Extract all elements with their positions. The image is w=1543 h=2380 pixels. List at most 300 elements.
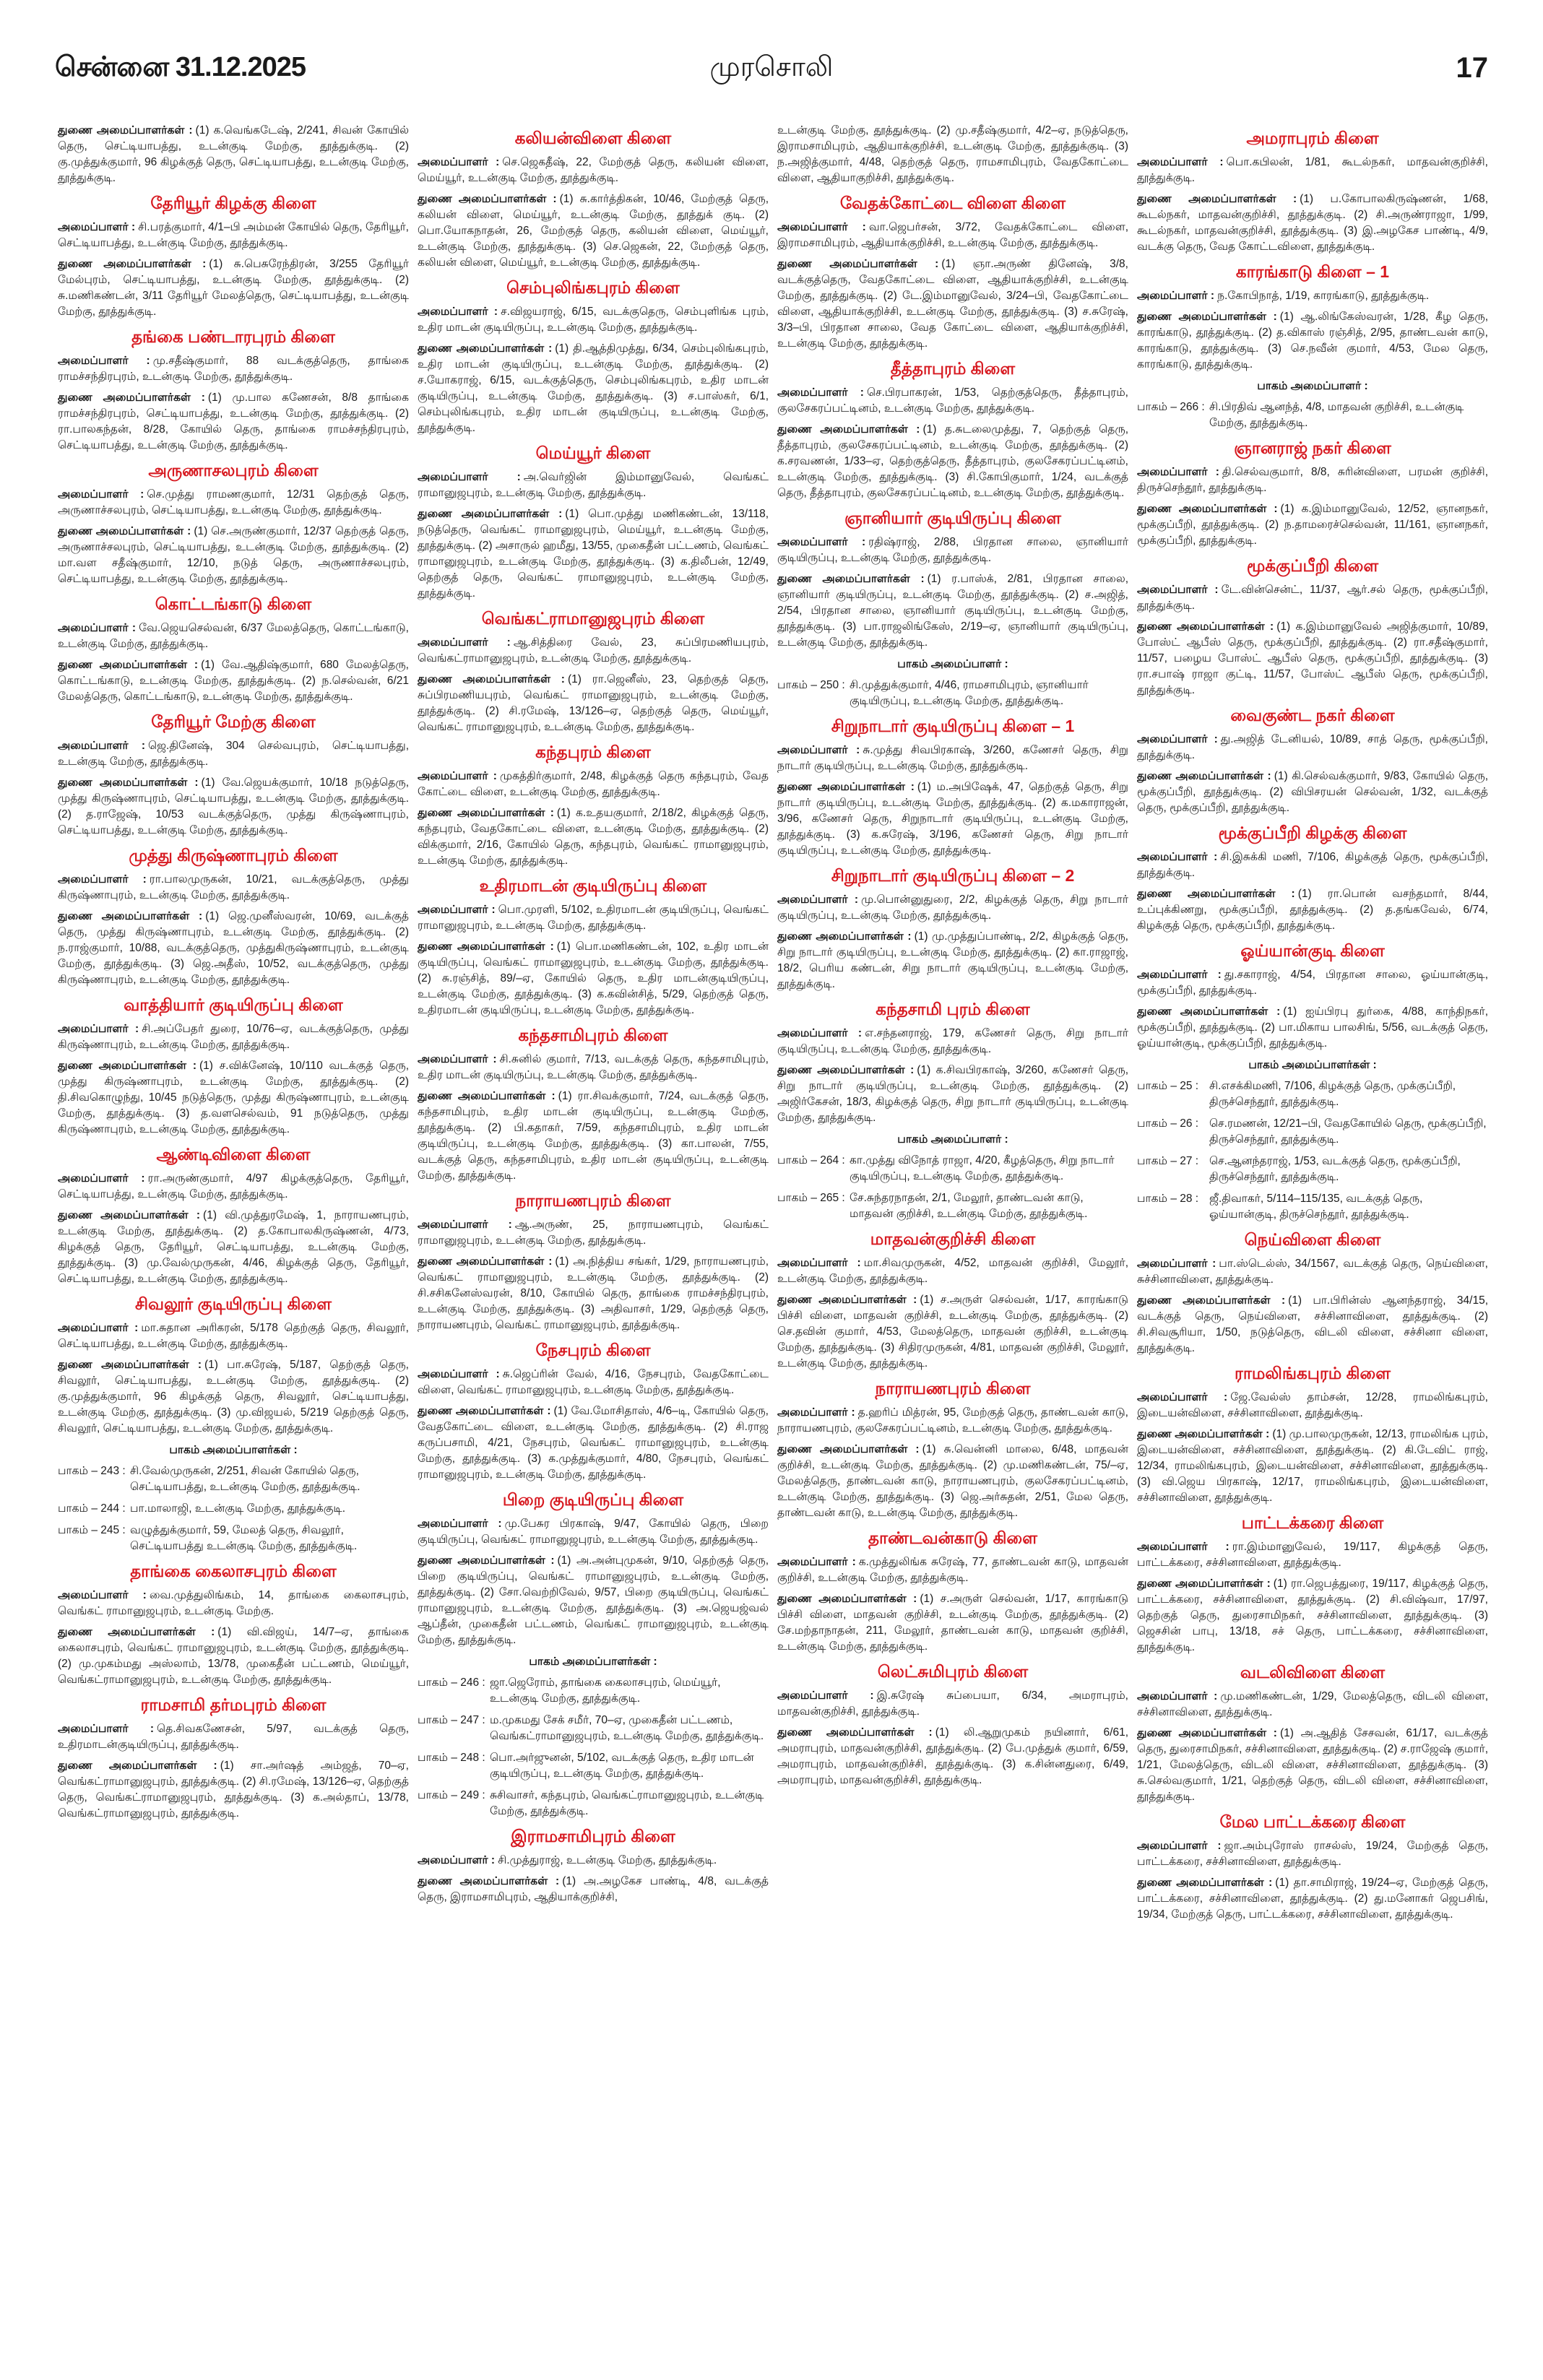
organizer-entry [418,1367,769,1398]
role-label: துணை அமைப்பாளர்கள் : [777,1064,915,1076]
branch-title: மாதவன்குறிச்சி கிளை [870,1229,1036,1248]
entry-text: (1) ச.அருள் செல்வன், 1/17, காரங்காடு பிச்சி விளை, மாதவன் குறிச்சி, உடன்குடி மேற்கு, தூத்துக்குடி. (2) செ.தவின் குமார், 4/53, மேலத்தெரு, மாதவன் குறிச்சி, உடன்குடி மேற்கு, தூத்துக்குடி. (3) சிதிரமுருகன், 4/81, மாதவன் குறிச்சி, மேலூர், உடன்குடி மேற்கு, தூத்துக்குடி. [777,1294,1128,1369]
continued-text [777,123,1128,186]
role-label: துணை அமைப்பாளர்கள் : [1137,1294,1286,1307]
branch-section [418,1827,769,1905]
role-label: அமைப்பாளர் : [1137,290,1215,302]
ward-organizer-text: ம.முகமது சேக் சமீர், 70–ஏ, முகைதீன் பட்டணம், வெங்கட்ராமானுஜபுரம், உடன்குடி மேற்கு, தூத்துக்குடி. [490,1714,764,1742]
ward-organizers-heading: பாகம் அமைப்பாளர் : [1257,380,1368,392]
branch-section [1137,706,1488,816]
branch-section [1137,556,1488,698]
branch-title: மூக்குப்பீறி கிழக்கு கிளை [1218,823,1407,842]
deputy-organizers-entry [58,1058,409,1138]
branch-section [58,995,409,1138]
branch-title: நெய்விளை கிளை [1244,1230,1381,1249]
branch-title: அருணாசலபுரம் கிளை [148,461,319,480]
organizer-entry [58,1021,409,1053]
branch-section [1137,1230,1488,1356]
branch-section [418,876,769,1018]
deputy-organizers-entry [777,571,1128,651]
role-label: துணை அமைப்பாளர்கள் : [777,573,925,585]
entry-text: (1) ர.பாஸ்க், 2/81, பிரதான சாலை, ஞானியார் குடியிருப்பு, உடன்குடி மேற்கு, தூத்துக்குடி. (2) ச.அஜித், 2/54, பிரதான சாலை, ஞானியார் குடியிருப்பு, உடன்குடி மேற்கு, தூத்துக்குடி. (3) பா.ராஜலிங்கேஸ், 2/19–ஏ, ஞானியார் குடியிருப்பு, உடன்குடி மேற்கு, தூத்துக்குடி. [777,573,1128,649]
entry-text: (1) வி.விஜய், 14/7–ஏ, தாங்கை கைலாசபுரம், வெங்கட் ராமானுஜபுரம், உடன்குடி மேற்கு, தூத்துக்குடி. (2) மு.முகம்மது அஸ்லாம், 13/78, முகைதீன் பட்டணம், மெய்யூர், வெங்கட்ராமானுஜபுரம், உடன்குடி மேற்கு, தூத்துக்குடி. [58,1626,409,1686]
branch-section [58,846,409,988]
role-label: அமைப்பாளர் : [1137,1391,1228,1403]
organizer-entry [1137,1689,1488,1721]
ward-number: பாகம் – 246 : [418,1676,485,1689]
deputy-organizers-entry [1137,1576,1488,1656]
branch-section [418,129,769,271]
entry-text: ஜெ.தினேஷ், 304 செல்வபுரம், செட்டியாபத்து, உடன்குடி மேற்கு, தூத்துக்குடி. [58,740,409,768]
organizer-entry [58,1320,409,1352]
entry-text: ச.விஜயராஜ், 6/15, வடக்குதெரு, செம்புளிங்க புரம், உதிர மாடன் குடியிருப்பு, உடன்குடி மேற்கு, தூத்துக்குடி. [418,306,769,334]
entry-text: வா.ஜெபர்சன், 3/72, வேதக்கோட்டை விளை, இராமசாமிபுரம், ஆதியாக்குறிச்சி, உடன்குடி மேற்கு, தூத்துக்குடி. [777,221,1128,249]
ward-organizer-row [418,1750,769,1782]
deputy-organizers-entry [777,1442,1128,1521]
deputy-organizers-entry [777,422,1128,501]
branch-section [1137,823,1488,934]
branch-title: மூக்குப்பீறி கிளை [1246,556,1379,575]
organizer-entry [777,1255,1128,1287]
branch-section [58,1562,409,1688]
deputy-organizers-entry [58,256,409,320]
organizer-entry [777,535,1128,566]
organizer-entry [1137,732,1488,763]
branch-section [58,123,409,186]
branch-section [777,866,1128,992]
entry-text: (1) சு.கார்த்திகன், 10/46, மேற்குத் தெரு, கலியன் விளை, மெய்யூர், உடன்குடி மேற்கு, தூத்துக் குடி. (2) பொ.யோகநாதன், 26, மேற்குத் தெரு, கலியன் விளை, மெய்யூர், உடன்குடி மேற்கு, தூத்துக்குடி. (3) செ.ஜெகன், 22, மேற்குத் தெரு, கலியன் விளை, மெய்யூர், உடன்குடி மேற்கு, தூத்துக்குடி. [418,193,769,269]
role-label: துணை அமைப்பாளர்கள் : [58,776,199,789]
deputy-organizers-entry [418,191,769,271]
ward-organizer-text: கா.முத்து விநோத் ராஜா, 4/20, கீழத்தெரு, சிறு நாடார் குடியிருப்பு, உடன்குடி மேற்கு, தூத்துக்குடி. [850,1154,1115,1182]
role-label: அமைப்பாளர் : [777,1027,863,1039]
role-label: துணை அமைப்பாளர்கள் : [1137,1578,1271,1590]
role-label: அமைப்பாளர் : [1137,584,1219,596]
branch-section [418,1191,769,1333]
role-label: துணை அமைப்பாளர்கள் : [58,910,203,922]
branch-title: நேசபுரம் கிளை [535,1341,651,1359]
entry-text: ரதிஷ்ராஜ், 2/88, பிரதான சாலை, ஞானியார் குடியிருப்பு, உடன்குடி மேற்கு, தூத்துக்குடி. [777,536,1128,564]
branch-title: இராமசாமிபுரம் கிளை [511,1827,675,1845]
role-label: துணை அமைப்பாளர்கள் : [418,193,557,205]
entry-text: செ.ஜெகதீஷ், 22, மேற்குத் தெரு, கலியன் விளை, மெய்யூர், உடன்குடி மேற்கு, தூத்துக்குடி. [418,156,769,184]
entry-text: சு.ஜெப்ரின் வேல், 4/16, நேசபுரம், வேதகோட்டை விளை, வெங்கட் ராமானுஜபுரம், உடன்குடி மேற்கு, தூத்துக்குடி. [418,1368,769,1396]
entry-text: (1) க.சிவபிரகாஷ், 3/260, கணேசர் தெரு, சிறு நாடார் குடியிருப்பு, உடன்குடி மேற்கு, தூத்துக்குடி. (2) அஜிர்கேசன், 18/3, கிழக்குத் தெரு, சிறு நாடார் குடியிருப்பு, உடன்குடி மேற்கு, தூத்துக்குடி. [777,1064,1128,1124]
role-label: அமைப்பாளர் : [1137,156,1224,168]
ward-organizer-row [418,1713,769,1744]
entry-text: சி.அப்பேதர் துரை, 10/76–ஏ, வடக்குத்தெரு, முத்து கிருஷ்ணாபுரம், உடன்குடி மேற்கு, தூத்துக்குடி. [58,1023,409,1051]
ward-organizer-text: சி.பிரதிவ் ஆனந்த், 4/8, மாதவன் குறிச்சி, உடன்குடி மேற்கு, தூத்துக்குடி. [1209,401,1464,429]
entry-text: ந.கோபிநாத், 1/19, காரங்காடு, தூத்துக்குடி. [1217,290,1430,302]
role-label: அமைப்பாளர் : [58,1023,139,1035]
column-3 [777,123,1128,2347]
deputy-organizers-entry [58,123,409,186]
entry-text: இ.சுரேஷ் சுப்பையா, 6/34, அமராபுரம், மாதவன்குறிச்சி, தூத்துக்குடி. [777,1689,1128,1718]
role-label: அமைப்பாளர் : [777,386,864,399]
role-label: துணை அமைப்பாளர்கள் : [58,1760,217,1772]
entry-text: முகத்திர்குமார், 2/48, கிழக்குத் தெரு கந்தபுரம், வேத கோட்டை விளை, உடன்குடி மேற்கு, தூத்துக்குடி. [418,770,769,798]
role-label: அமைப்பாளர் : [418,306,498,318]
branch-section [58,594,409,705]
article-columns [58,123,1488,2347]
ward-organizer-text: ஜா.ஜெரோம், தாங்கை கைலாசபுரம், மெய்யூர், உடன்குடி மேற்கு, தூத்துக்குடி. [490,1676,721,1705]
role-label: அமைப்பாளர் : [58,488,144,501]
deputy-organizers-entry [418,1553,769,1648]
role-label: அமைப்பாளர் : [58,1589,147,1601]
deputy-organizers-entry [1137,1293,1488,1356]
entry-text: க.முத்துலிங்க சுரேஷ், 77, தாண்டவன் காடு, மாதவன் குறிச்சி, உடன்குடி மேற்கு, தூத்துக்குடி. [777,1556,1128,1584]
deputy-organizers-entry [1137,309,1488,373]
branch-section [1137,1513,1488,1656]
organizer-entry [777,892,1128,924]
role-label: அமைப்பாளர் : [418,471,521,483]
entry-text: (1) ரா.பொன் வசந்தமார், 8/44, உப்புக்கிணறு, மூக்குப்பீறி, தூத்துக்குடி. (2) த.தங்கவேல், 6/74, கிழக்குத் தெரு, மூக்குப்பீறி, தூத்துக்குடி. [1137,888,1488,932]
organizer-entry [58,1588,409,1619]
branch-section [777,1662,1128,1788]
role-label: அமைப்பாளர் : [1137,1541,1229,1553]
role-label: அமைப்பாளர் : [777,221,866,233]
branch-title: தங்கை பண்டாரபுரம் கிளை [131,327,335,346]
entry-text: (1) ப.கோபாலகிருஷ்ணன், 1/68, கூடல்நகர், மாதவன்குறிச்சி, தூத்துக்குடி. (2) சி.அருண்ராஜா, 1/99, கூடல்நகர், மாதவன்குறிச்சி, தூத்துக்குடி. (3) இ.அழகேச பாண்டி, 4/9, வடக்கு தெரு, வேத கோட்டவிளை, தூத்துக்குடி. [1137,193,1488,253]
branch-section [58,327,409,454]
deputy-organizers-entry [777,929,1128,992]
role-label: துணை அமைப்பாளர்கள் : [1137,1727,1277,1739]
deputy-organizers-entry [1137,769,1488,816]
entry-text: செ.முத்து ராமணகுமார், 12/31 தெற்குத் தெரு, அருணாச்சலபுரம், செட்டியாபத்து, உடன்குடி மேற்கு, தூத்துக்குடி. [58,488,409,516]
organizer-entry [777,1554,1128,1586]
ward-organizer-row [777,1190,1128,1222]
branch-title: மேல பாட்டக்கரை கிளை [1219,1812,1406,1831]
entry-text: து.சகாராஜ், 4/54, பிரதான சாலை, ஓய்யான்குடி, மூக்குப்பீறி, தூத்துக்குடி. [1137,969,1488,997]
role-label: அமைப்பாளர் : [58,1322,139,1334]
ward-organizer-row [1137,1116,1488,1148]
page-number: 17 [1456,52,1488,84]
role-label: துணை அமைப்பாளர்கள் : [777,781,915,793]
deputy-organizers-entry [1137,1004,1488,1052]
deputy-organizers-entry [58,1758,409,1822]
ward-organizer-text: வழுத்துக்குமார், 59, மேலத் தெரு, சிவலூர், செட்டியாபத்து உடன்குடி மேற்கு, தூத்துக்குடி. [130,1524,358,1552]
branch-title: உதிரமாடன் குடியிருப்பு கிளை [479,876,707,895]
organizer-entry [58,1171,409,1203]
branch-section [418,1341,769,1483]
ward-organizer-row [1137,1191,1488,1223]
ward-organizer-row [58,1501,409,1517]
branch-section [777,359,1128,501]
deputy-organizers-entry [1137,501,1488,549]
role-label: அமைப்பாளர் : [1137,1258,1216,1270]
branch-title: கந்தசாமி புரம் கிளை [876,1000,1030,1018]
entry-text: (1) ஐய்பிரபு துர்கை, 4/88, காந்திநகர், மூக்குப்பீறி, தூத்துக்குடி. (2) பா.மிகாய பாலசிங், 5/56, வடக்குத் தெரு, ஓய்யான்குடி, மூக்குப்பீறி, தூத்துக்குடி. [1137,1005,1488,1050]
role-label: துணை அமைப்பாளர்கள் : [777,1294,917,1306]
role-label: துணை அமைப்பாளர்கள் : [777,1726,933,1739]
role-label: அமைப்பாளர் : [1137,1840,1222,1852]
deputy-organizers-entry [777,1725,1128,1788]
entry-text: (1) ரா.சிவக்குமார், 7/24, வடக்குத் தெரு, கந்தசாமிபுரம், உதிர மாடன் குடியிருப்பு, உடன்குடி மேற்கு, தூத்துக்குடி. (2) பி.கதாகர், 7/59, கந்தசாமிபுரம், உதிர மாடன் குடியிருப்பு, உடன்குடி மேற்கு, தூத்துக்குடி. (3) கா.பாலன், 7/55, வடக்குத் தெரு, கந்தசாமிபுரம், உதிர மாடன் குடியிருப்பு, உடன்குடி மேற்கு, தூத்துக்குடி. [418,1090,769,1182]
deputy-organizers-entry [1137,886,1488,934]
organizer-entry [777,1405,1128,1437]
role-label: அமைப்பாளர் : [418,1854,496,1866]
entry-text: (1) கி.செல்வக்குமார், 9/83, கோயில் தெரு, மூக்குப்பீறி, தூத்துக்குடி. (2) விபிசரயன் செல்வன், 1/32, வடக்குத் தெரு, மூக்குப்பீறி, தூத்துக்குடி. [1137,770,1488,814]
entry-text: ஜே.வேல்ஸ் தாம்சன், 12/28, ராமலிங்கபுரம், இடையன்விளை, சச்சினாவிளை, தூத்துக்குடி. [1137,1391,1488,1419]
organizer-entry [58,620,409,652]
role-label: துணை அமைப்பாளர்கள் : [1137,888,1295,900]
role-label: அமைப்பாளர் : [418,1053,497,1065]
role-label: துணை அமைப்பாளர்கள் : [777,258,939,270]
deputy-organizers-entry [1137,619,1488,698]
branch-section [58,461,409,587]
organizer-entry [58,872,409,904]
organizer-entry [418,1217,769,1249]
entry-text: சி.முத்துராஜ், உடன்குடி மேற்கு, தூத்துக்குடி. [498,1854,717,1866]
branch-title: தாண்டவன்காடு கிளை [868,1528,1037,1547]
entry-text: சி.இசுக்கி மணி, 7/106, கிழக்குத் தெரு, மூக்குப்பீறி, தூத்துக்குடி. [1137,851,1488,879]
entry-text: (1) ஜெ.முனீஸ்வரன், 10/69, வடக்குத் தெரு, முத்து கிருஷ்ணாபுரம், உடன்குடி மேற்கு, தூத்துக்குடி. (2) ந.ராஜ்குமார், 10/88, வடக்குத்தெரு, முத்துகிருஷ்ணாபுரம், உடன்குடி மேற்கு, தூத்துக்குடி. (3) ஜெ.அதீஸ், 10/52, வடக்குத்தெரு, முத்து கிருஷ்ணாபுரம், உடன்குடி மேற்கு, தூத்துக்குடி. [58,910,409,986]
deputy-organizers-entry [418,1403,769,1483]
organizer-entry [418,1052,769,1083]
entry-text: மா.சுதான அரிகரன், 5/178 தெற்குத் தெரு, சிவலூர், செட்டியாபத்து, உடன்குடி மேற்கு, தூத்துக்குடி. [58,1322,409,1350]
role-label: அமைப்பாளர் : [777,1689,874,1702]
entry-text: (1) ம.அபிஷேக், 47, தெற்குத் தெரு, சிறு நாடார் குடியிருப்பு, உடன்குடி மேற்கு, தூத்துக்குடி. (2) க.மகாராஜன், 3/96, கணேசர் தெரு, சிறுநாடார் குடியிருப்பு, உடன்குடி மேற்கு, தூத்துக்குடி. (3) க.சுரேஷ், 3/196, கணேசர் தெரு, சிறு நாடார் குடியிருப்பு, உடன்குடி மேற்கு, தூத்துக்குடி. [777,781,1128,857]
role-label: அமைப்பாளர் : [58,1172,145,1185]
ward-organizer-row [58,1523,409,1554]
branch-title: முத்து கிருஷ்ணாபுரம் கிளை [129,846,338,865]
entry-text: தி.செல்வகுமார், 8/8, சுரின்விளை, பரமன் குறிச்சி, திருச்செந்தூர், தூத்துக்குடி. [1137,466,1488,494]
ward-number: பாகம் – 28 : [1137,1193,1199,1205]
entry-text: (1) மு.பால கணேசன், 8/8 தாங்கை ராமச்சந்திரபுரம், செட்டியாபத்து, உடன்குடி மேற்கு, தூத்துக்குடி. (2) ரா.பாலகந்தன், 8/28, கோயில் தெரு, தாங்கை ராமச்சந்திரபுரம், செட்டியாபத்து, உடன்குடி மேற்கு, தூத்துக்குடி. [58,391,409,451]
deputy-organizers-entry [418,1874,769,1905]
organizer-entry [58,353,409,385]
organizer-entry [777,1026,1128,1057]
entry-text: (1) லி.ஆறுமுகம் நயினார், 6/61, அமராபுரம், மாதவன்குறிச்சி, தூத்துக்குடி. (2) பே.முத்துக் குமார், 6/59, அமராபுரம், மாதவன்குறிச்சி, தூத்துக்குடி. (3) க.சின்னதுரை, 6/49, அமராபுரம், மாதவன்குறிச்சி, தூத்துக்குடி. [777,1726,1128,1786]
entry-text: ஆ.அருண், 25, நாராயணபுரம், வெங்கட் ராமானுஜபுரம், உடன்குடி மேற்கு, தூத்துக்குடி. [418,1219,769,1247]
organizer-entry [418,469,769,501]
entry-text: (1) பா.சுரேஷ், 5/187, தெற்குத் தெரு, சிவலூர், செட்டியாபத்து, உடன்குடி மேற்கு, தூத்துக்குடி. (2) கு.முத்துக்குமார், 96 கிழக்குத் தெரு, சிவலூர், செட்டியாபத்து, உடன்குடி மேற்கு, தூத்துக்குடி. (3) மு.விஜயல், 5/219 தெற்குத் தெரு, சிவலூர், செட்டியாபத்து, உடன்குடி மேற்கு, தூத்துக்குடி. [58,1359,409,1435]
branch-section [777,1000,1128,1222]
entry-text: (1) அ.அன்புமுகன், 9/10, தெற்குத் தெரு, பிறை குடியிருப்பு, வெங்கட் ராமானுஜபுரம், உடன்குடி மேற்கு, தூத்துக்குடி. (2) சோ.வெற்றிவேல், 9/57, பிறை குடியிருப்பு, வெங்கட் ராமானுஜபுரம், உடன்குடி மேற்கு, தூத்துக்குடி. (3) அ.ஜெயஜ்வல் ஆப்தீன், முகைதீன் பட்டணம், வெங்கட் ராமானுஜபுரம், உடன்குடி மேற்கு, தூத்துக்குடி. [418,1554,769,1646]
entry-text: (1) பா.பிரின்ஸ் ஆனந்தராஜ், 34/15, வடக்குத் தெரு, நெய்விளை, சச்சினாவிளை, தூத்துக்குடி. (2) சி.சிவசூரியா, 1/50, நடுத்தெரு, விடலி விளை, சச்சினா விளை, தூத்துக்குடி. [1137,1294,1488,1354]
entry-text: வை.முத்துலிங்கம், 14, தாங்கை கைலாசபுரம், வெங்கட் ராமானுஜபுரம், உடன்குடி மேற்கு. [58,1589,409,1617]
organizer-entry [58,1721,409,1753]
branch-title: கொட்டங்காடு கிளை [155,594,312,613]
entry-text: (1) பொ.முத்து மணிகண்டன், 13/118, நடுத்தெரு, வெங்கட் ராமானுஜபுரம், மெய்யூர், உடன்குடி மேற்கு, தூத்துக்குடி. (2) அசாருல் ஹமீது, 13/55, முகைதீன் பட்டணம், வெங்கட் ராமானுஜபுரம், உடன்குடி மேற்கு, தூத்துக்குடி. (3) க.திலீபன், 12/49, தெற்குத் தெரு, வெங்கட் ராமானுஜபுரம், உடன்குடி மேற்கு, தூத்துக்குடி. [418,508,769,600]
role-label: அமைப்பாளர் : [418,156,500,168]
branch-title: வெங்கட்ராமானுஜபுரம் கிளை [481,609,705,628]
deputy-organizers-entry [1137,191,1488,255]
role-label: அமைப்பாளர் : [777,536,866,548]
organizer-entry [1137,582,1488,614]
entry-text: வே.ஜெயசெல்வன், 6/37 மேலத்தெரு, கொட்டங்காடு, உடன்குடி மேற்கு, தூத்துக்குடி. [58,622,409,650]
entry-text: (1) சு.வென்னி மாலை, 6/48, மாதவன் குறிச்சி, உடன்குடி மேற்கு, தூத்துக்குடி. (2) மு.மணிகண்டன், 75/–ஏ, மேலத்தெரு, தாண்டவன் காடு, நாராயணபுரம், குலசேகரப்பட்டினம், உடன்குடி மேற்கு, தூத்துக்குடி. (3) ஜெ.அர்சுதன், 2/51, மேல தெரு, தாண்டவன் காடு, உடன்குடி மேற்கு, தூத்துக்குடி. [777,1443,1128,1519]
branch-title: நாராயணபுரம் கிளை [515,1191,671,1210]
ward-organizer-text: பா.மாலாஜி, உடன்குடி மேற்கு, தூத்துக்குடி. [130,1502,346,1515]
edition-date: சென்னை 31.12.2025 [55,52,306,82]
ward-number: பாகம் – 245 : [58,1524,126,1536]
deputy-organizers-entry [418,341,769,436]
branch-title: வடலிவிளை கிளை [1240,1663,1386,1682]
entry-text: ஆ.சித்திரை வேல், 23, சுப்பிரமணியபுரம், வெங்கட்ராமானுஜபுரம், உடன்குடி மேற்கு, தூத்துக்குடி. [418,636,769,665]
entry-text: சி.சுனில் குமார், 7/13, வடக்குத் தெரு, கந்தசாமிபுரம், உதிர மாடன் குடியிருப்பு, உடன்குடி மேற்கு, தூத்துக்குடி. [418,1053,769,1081]
ward-organizer-row [1137,1078,1488,1110]
entry-text: (1) க.இம்மானுவேல், 12/52, ஞானநகர், மூக்குப்பீறி, தூத்துக்குடி. (2) ந.தாமரைச்செல்வன், 11/161, ஞானநகர், மூக்குப்பீறி, தூத்துக்குடி. [1137,503,1488,547]
role-label: அமைப்பாளர் : [58,355,150,367]
branch-section [418,443,769,602]
deputy-organizers-entry [777,1292,1128,1372]
role-label: அமைப்பாளர் : [58,1723,155,1735]
ward-organizer-text: ஜீ.திவாகர், 5/114–115/135, வடக்குத் தெரு, ஓய்யான்குடி, திருச்செந்தூர், தூத்துக்குடி. [1209,1193,1423,1221]
role-label: துணை அமைப்பாளர்கள் : [1137,503,1278,515]
branch-section [777,194,1128,352]
ward-number: பாகம் – 26 : [1137,1117,1199,1130]
ward-number: பாகம் – 266 : [1137,401,1205,413]
role-label: துணை அமைப்பாளர்கள் : [58,525,191,537]
role-label: துணை அமைப்பாளர்கள் : [58,258,207,270]
organizer-entry [418,155,769,186]
deputy-organizers-entry [58,1208,409,1287]
branch-title: வைகுண்ட நகர் கிளை [1230,706,1395,724]
role-label: அமைப்பாளர் : [418,1518,502,1530]
entry-text: மு.மணிகண்டன், 1/29, மேலத்தெரு, விடலி விளை, சச்சினாவிளை, தூத்துக்குடி. [1137,1690,1488,1718]
branch-section [58,712,409,839]
branch-section [58,1695,409,1822]
deputy-organizers-entry [418,939,769,1018]
entry-text: (1) க.இம்மானுவேல் அஜித்குமார், 10/89, போஸ்ட் ஆபீஸ் தெரு, மூக்குப்பீறி, தூத்துக்குடி. (2) ரா.சதீஷ்குமார், 11/57, பழைய போஸ்ட் ஆபீஸ் தெரு, மூக்குப்பீறி, தூத்துக்குடி. (3) ரா.சபாஷ் ராஜா குட்டி, 11/57, போஸ்ட் ஆபீஸ் தெரு, மூக்குப்பீறி, தூத்துக்குடி. [1137,620,1488,696]
ward-number: பாகம் – 244 : [58,1502,126,1515]
organizer-entry [777,385,1128,417]
branch-title: செம்புலிங்கபுரம் கிளை [506,278,680,297]
branch-section [1137,438,1488,549]
branch-title: பிறை குடியிருப்பு கிளை [502,1490,684,1509]
ward-organizer-row [777,678,1128,709]
organizer-entry [777,1688,1128,1720]
role-label: துணை அமைப்பாளர்கள் : [1137,1877,1273,1889]
role-label: அமைப்பாளர் : [58,221,136,233]
entry-text: (1) தி.ஆத்திமுத்து, 6/34, செம்புலிங்கபுரம், உதிர மாடன் குடியிருப்பு, உடன்குடி மேற்கு, தூத்துக்குடி. (2) ச.யோகராஜ், 6/15, வடக்குத்தெரு, செம்புலிங்கபுரம், உதிர மாடன் குடியிருப்பு, உடன்குடி மேற்கு, தூத்துக்குடி. (3) ச.பாஸ்கர், 6/1, செம்புலிங்கபுரம், உதிர மாடன் குடியிருப்பு, உடன்குடி மேற்கு, தூத்துக்குடி. [418,342,769,434]
entry-text: மு.சதீஷ்குமார், 88 வடக்குத்தெரு, தாங்கை ராமச்சந்திரபுரம், உடன்குடி மேற்கு, தூத்துக்குடி. [58,355,409,383]
entry-text: சி.பரத்குமார், 4/1–பி அம்மன் கோயில் தெரு, தேரியூர், செட்டியாபத்து, உடன்குடி மேற்கு, தூத்துக்குடி. [58,221,409,249]
role-label: துணை அமைப்பாளர்கள் : [418,1090,556,1102]
branch-section [418,609,769,735]
branch-section [1137,1364,1488,1506]
role-label: துணை அமைப்பாளர்கள் : [58,1626,215,1638]
column-2 [418,123,769,2347]
entry-text: (1) செ.அருண்குமார், 12/37 தெற்குத் தெரு, அருணாச்சலபுரம், செட்டியாபத்து, உடன்குடி மேற்கு, தூத்துக்குடி. (2) மா.வள சதீஷ்குமார், 12/10, நடுத் தெரு, அருணாச்சலபுரம், செட்டியாபத்து, உடன்குடி மேற்கு, தூத்துக்குடி. [58,525,409,585]
branch-section [418,1490,769,1819]
organizer-entry [1137,464,1488,496]
branch-title: சிவலூர் குடியிருப்பு கிளை [134,1294,332,1313]
ward-organizer-text: சி.எசக்கிமணி, 7/106, கிழக்குத் தெரு, முக்குப்பீறி, திருச்செந்தூர், தூத்துக்குடி. [1209,1080,1456,1108]
branch-section [58,194,409,320]
role-label: அமைப்பாளர் : [1137,466,1219,478]
entry-text: (1) தா.சாமிராஜ், 19/24–ஏ, மேற்குத் தெரு, பாட்டக்கரை, சச்சினாவிளை, தூத்துக்குடி. (2) து.மனோகர் ஜெபசிங், 19/34, மேற்குத் தெரு, பாட்டக்கரை, சச்சினாவிளை, தூத்துக்குடி. [1137,1877,1488,1921]
ward-organizer-text: சி.வேல்முருகன், 2/251, சிவன் கோயில் தெரு, செட்டியாபத்து, உடன்குடி மேற்கு, தூத்துக்குடி. [130,1465,360,1493]
branch-section [1137,941,1488,1223]
entry-text: (1) அ.அழகேச பாண்டி, 4/8, வடக்குத் தெரு, இராமசாமிபுரம், ஆதியாக்குறிச்சி, [418,1875,769,1903]
entry-text: (1) வே.ஜெயக்குமார், 10/18 நடுத்தெரு, முத்து கிருஷ்ணாபுரம், செட்டியாபத்து, உடன்குடி மேற்கு, தூத்துக்குடி. (2) த.ராஜேஷ், 10/53 வடக்குத்தெரு, முத்து கிருஷ்ணாபுரம், செட்டியாபத்து, உடன்குடி மேற்கு, தூத்துக்குடி. [58,776,409,836]
deputy-organizers-entry [777,779,1128,859]
ward-number: பாகம் – 247 : [418,1714,485,1726]
entry-text: த.ஹரிப் மித்ரன், 95, மேற்குத் தெரு, தாண்டவன் காடு, நாராயணபுரம், குலசேகரப்பட்டினம், உடன்குடி மேற்கு, தூத்துக்குடி. [777,1406,1128,1435]
branch-title: தாங்கை கைலாசபுரம் கிளை [130,1562,337,1580]
organizer-entry [777,743,1128,774]
entry-text: (1) மு.பாலமுருகன், 12/13, ராமலிங்க புரம், இடையன்விளை, சச்சினாவிளை, தூத்துக்குடி. (2) கி.டேவிட் ராஜ், 12/34, ராமலிங்கபுரம், இடையன்விளை, சச்சினாவிளை, தூத்துக்குடி. (3) வி.ஜெய பிரகாஷ், 12/17, ராமலிங்கபுரம், இடையன்விளை, சச்சினாவிளை, தூத்துக்குடி. [1137,1428,1488,1504]
entry-text: ரா.அருண்குமார், 4/97 கிழக்குத்தெரு, தேரியூர், செட்டியாபத்து, உடன்குடி மேற்கு, தூத்துக்குடி. [58,1172,409,1200]
role-label: துணை அமைப்பாளர்கள் : [58,1060,196,1072]
deputy-organizers-entry [58,909,409,988]
organizer-entry [58,487,409,519]
deputy-organizers-entry [418,672,769,735]
ward-organizer-row [777,1153,1128,1185]
role-label: துணை அமைப்பாளர்கள் : [418,673,565,685]
role-label: துணை அமைப்பாளர்கள் : [777,930,912,943]
entry-text: மு.பேசுர பிரகாஷ், 9/47, கோயில் தெரு, பிறை குடியிருப்பு, வெங்கட் ராமானுஜபுரம், உடன்குடி மேற்கு, தூத்துக்குடி. [418,1518,769,1546]
role-label: துணை அமைப்பாளர்கள் : [58,659,199,671]
organizer-entry [418,1853,769,1869]
entry-text: து.அஜித் டேனியல், 10/89, சாத் தெரு, மூக்குப்பீறி, தூத்துக்குடி. [1137,733,1488,761]
branch-title: தேரியூர் கிழக்கு கிளை [150,194,316,212]
role-label: அமைப்பாளர் : [777,893,859,906]
entry-text: டே.வின்சென்ட், 11/37, ஆர்.சல் தெரு, மூக்குப்பீறி, தூத்துக்குடி. [1137,584,1488,612]
branch-section [777,1379,1128,1521]
entry-text: பொ.கபிலன், 1/81, கூடல்நகர், மாதவன்குறிச்சி, தூத்துக்குடி. [1137,156,1488,184]
deputy-organizers-entry [58,1357,409,1437]
branch-title: லெட்சுமிபுரம் கிளை [877,1662,1029,1681]
role-label: அமைப்பாளர் : [418,1368,500,1380]
entry-text: (1) வி.முத்துரமேஷ், 1, நாராயணபுரம், உடன்குடி மேற்கு, தூத்துக்குடி. (2) த.கோபாலகிருஷ்ணன், 4/73, கிழக்குத் தெரு, தேரியூர், செட்டியாபத்து, உடன்குடி மேற்கு, தூத்துக்குடி. (3) மு.வேல்முருகன், 4/46, கிழக்குத் தெரு, தேரியூர், செட்டியாபத்து, உடன்குடி மேற்கு, தூத்துக்குடி. [58,1209,409,1285]
role-label: துணை அமைப்பாளர்கள் : [777,423,920,436]
organizer-entry [1137,1390,1488,1421]
role-label: துணை அமைப்பாளர்கள் : [1137,311,1277,323]
entry-text: (1) ரா.ஜெனீஸ், 23, தெற்குத் தெரு, சுப்பிரமணியபுரம், வெங்கட் ராமானுஜபுரம், உடன்குடி மேற்கு, தூத்துக்குடி. (2) சி.ரமேஷ், 13/126–ஏ, தெற்குத் தெரு, மெய்யூர், வெங்கட் ராமானுஜபுரம், உடன்குடி மேற்கு, தூத்துக்குடி. [418,673,769,733]
entry-text: (1) அ.ஆதித் சேசவன், 61/17, வடக்குத் தெரு, துரைசாமிநகர், சச்சினாவிளை, தூத்துக்குடி. (2) ச.ராஜேஷ் குமார், 1/21, மேலத்தெரு, விடலி விளை, சச்சினாவிளை, தூத்துக்குடி. (3) சு.செல்வகுமார், 1/21, தெற்குத் தெரு, விடலி விளை, சச்சினாவிளை, தூத்துக்குடி. [1137,1727,1488,1803]
deputy-organizers-entry [58,524,409,587]
deputy-organizers-entry [58,1624,409,1688]
entry-text: (1) மு.முத்துப்பாண்டி, 2/2, கிழக்குத் தெரு, சிறு நாடார் குடியிருப்பு, உடன்குடி மேற்கு, தூத்துக்குடி. (2) கா.ராஜாஜ், 18/2, பெரிய கண்டன், சிறு நாடார் குடியிருப்பு, உடன்குடி மேற்கு, தூத்துக்குடி. [777,930,1128,990]
role-label: துணை அமைப்பாளர்கள் : [58,1209,201,1221]
entry-text: (1) ச.விக்னேஷ், 10/110 வடக்குத் தெரு, முத்து கிருஷ்ணாபுரம், உடன்குடி மேற்கு, தூத்துக்குடி. (2) தி.சிவகொழுந்து, 10/45 நடுத்தெரு, முத்து கிருஷ்ணாபுரம், உடன்குடி மேற்கு, தூத்துக்குடி. (3) த.வளசெல்வம், 91 நடுத்தெரு, முத்து கிருஷ்ணாபுரம், உடன்குடி மேற்கு, தூத்துக்குடி. [58,1060,409,1135]
branch-section [1137,1663,1488,1805]
entry-text: ரா.பாலமுருகன், 10/21, வடக்குத்தெரு, முத்து கிருஷ்ணாபுரம், உடன்குடி மேற்கு, தூத்துக்குடி. [58,873,409,901]
branch-section [418,743,769,869]
ward-number: பாகம் – 25 : [1137,1080,1199,1092]
entry-text: (1) ச.அருள் செல்வன், 1/17, காரங்காடு பிச்சி விளை, மாதவன் குறிச்சி, உடன்குடி மேற்கு, தூத்துக்குடி. (2) சே.மற்தாநாதன், 211, மேலூர், தாண்டவன் காடு, மாதவன் குறிச்சி, உடன்குடி மேற்கு, தூத்துக்குடி. [777,1593,1128,1653]
organizer-entry [58,738,409,770]
deputy-organizers-entry [1137,1427,1488,1506]
entry-text: தெ.சிவகணேசன், 5/97, வடக்குத் தெரு, உதிரமாடன்குடியிருப்பு, தூத்துக்குடி. [58,1723,409,1751]
role-label: துணை அமைப்பாளர்கள் : [418,1554,555,1567]
ward-number: பாகம் – 243 : [58,1465,126,1477]
branch-section [777,509,1128,709]
entry-text: சு.முத்து சிவபிரகாஷ், 3/260, கணேசர் தெரு, சிறு நாடார் குடியிருப்பு, உடன்குடி மேற்கு, தூத்துக்குடி. [777,744,1128,772]
role-label: துணை அமைப்பாளர்கள் : [418,940,554,953]
role-label: துணை அமைப்பாளர்கள் : [418,1405,551,1417]
branch-section [1137,1812,1488,1923]
ward-organizer-row [1137,1154,1488,1185]
branch-title: மெய்யூர் கிளை [535,443,651,462]
organizer-entry [418,304,769,336]
role-label: துணை அமைப்பாளர்கள் : [777,1443,920,1455]
entry-text: (1) சா.அர்ஷத் அம்ஜத், 70–ஏ, வெங்கட்ராமானுஜபுரம், தூத்துக்குடி. (2) சி.ரமேஷ், 13/126–ஏ, தெற்குத் தெரு, வெங்கட்ராமானுஜபுரம், தூத்துக்குடி. (3) க.அல்தாப், 13/78, வெங்கட்ராமானுஜபுரம், தூத்துக்குடி. [58,1760,409,1819]
entry-text: அ.வெர்ஜின் இம்மானுவேல், வெங்கட் ராமானுஜபுரம், உடன்குடி மேற்கு, தூத்துக்குடி. [418,471,769,499]
organizer-entry [418,1516,769,1548]
ward-number: பாகம் – 264 : [777,1154,845,1167]
role-label: அமைப்பாளர் : [777,744,860,756]
ward-number: பாகம் – 250 : [777,679,845,691]
branch-section [1137,262,1488,431]
branch-title: தீத்தாபுரம் கிளை [890,359,1016,378]
role-label: துணை அமைப்பாளர்கள் : [418,1255,553,1268]
entry-text: (1) ஞா.அருண் தினேஷ், 3/8, வடக்குத்தெரு, வேதகோட்டை விளை, ஆதியாக்குறிச்சி, உடன்குடி மேற்கு, தூத்துக்குடி. (2) டே.இம்மானுவேல், 3/24–பி, வேதகோட்டை விளை, ஆதியாக்குறிச்சி, உடன்குடி மேற்கு, தூத்துக்குடி. (3) ச.சுரேஷ், 3/3–பி, பிரதான சாலை, வேத கோட்டை விளை, ஆதியாக்குறிச்சி, உடன்குடி மேற்கு, தூத்துக்குடி. [777,258,1128,350]
entry-text: (1) வே.ஆதிஷ்குமார், 680 மேலத்தெரு, கொட்டங்காடு, உடன்குடி மேற்கு, தூத்துக்குடி. (2) ந.செல்வன், 6/21 மேலத்தெரு, கொட்டங்காடு, உடன்குடி மேற்கு, தூத்துக்குடி. [58,659,409,703]
